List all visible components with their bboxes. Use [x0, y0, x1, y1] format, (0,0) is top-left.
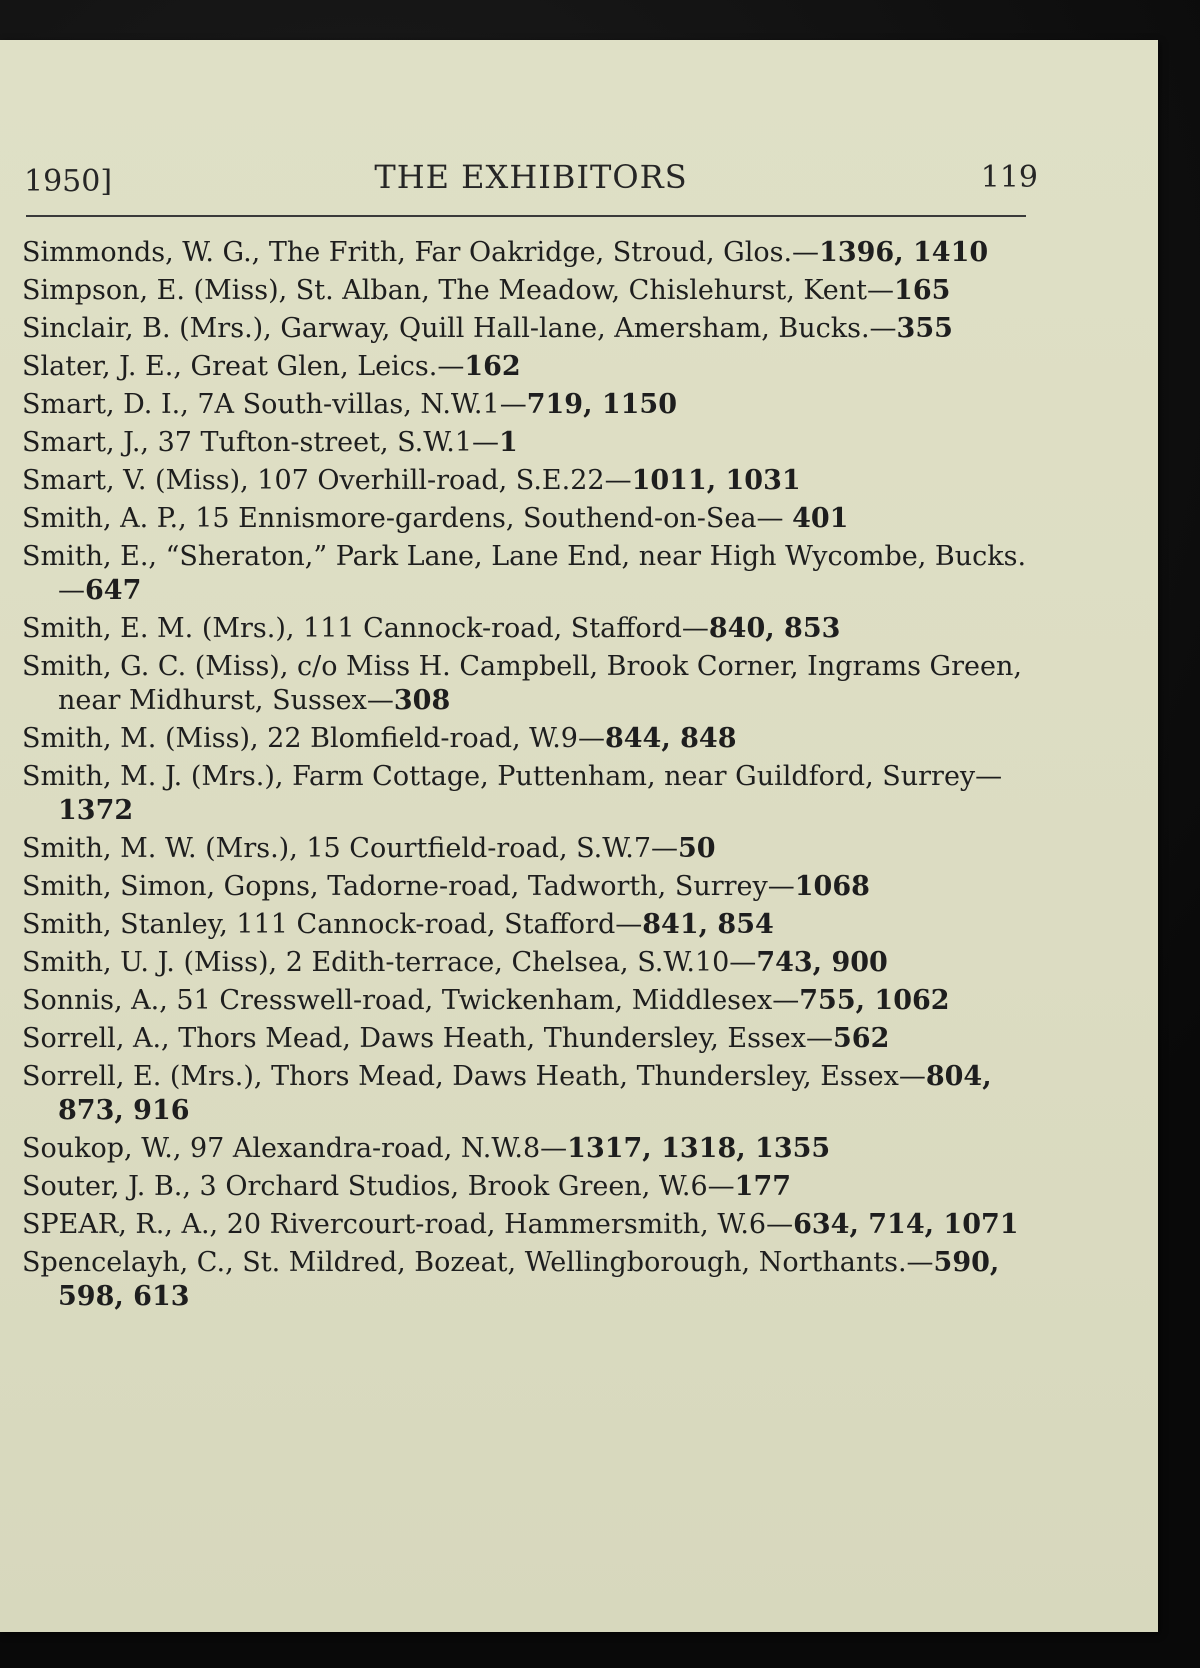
exhibitor-entry: [22, 464, 1042, 498]
entry-text: Sinclair, B. (Mrs.), Garway, Quill Hall-lane, Amersham, Bucks.—: [22, 313, 897, 344]
exhibitor-entry: [22, 312, 1042, 346]
entry-text: Smith, A. P., 15 Ennismore-gardens, Southend-on-Sea—: [22, 503, 793, 534]
catalogue-numbers: 308: [393, 685, 451, 716]
header-year: 1950]: [24, 164, 113, 199]
catalogue-numbers: 50: [678, 833, 716, 864]
exhibitor-entry: [22, 350, 1042, 384]
entry-text: Smart, J., 37 Tufton-street, S.W.1—: [22, 427, 500, 458]
catalogue-numbers: 840, 853: [708, 613, 841, 644]
exhibitor-entry: [22, 502, 1042, 536]
catalogue-numbers: 755, 1062: [799, 985, 950, 1016]
entry-text: Soukop, W., 97 Alexandra-road, N.W.8—: [22, 1133, 568, 1164]
exhibitor-entry: [22, 760, 1042, 828]
entry-text: SPEAR, R., A., 20 Rivercourt-road, Hammersmith, W.6—: [22, 1209, 794, 1240]
entry-text: Smith, Simon, Gopns, Tadorne-road, Tadworth, Surrey—: [22, 871, 795, 902]
catalogue-numbers: 177: [734, 1171, 792, 1202]
entry-text: Smith, E., “Sheraton,” Park Lane, Lane End, near High Wycombe, Bucks.—: [22, 541, 1027, 606]
exhibitor-list: [22, 236, 1042, 1318]
exhibitor-entry: [22, 274, 1042, 308]
exhibitor-entry: [22, 1208, 1042, 1242]
header-rule: [26, 215, 1026, 217]
catalogue-numbers: 1396, 1410: [819, 237, 989, 268]
exhibitor-entry: [22, 1170, 1042, 1204]
entry-text: Smith, G. C. (Miss), c/o Miss H. Campbell, Brook Corner, Ingrams Green, near Midhurst, Sussex—: [22, 651, 1022, 716]
exhibitor-entry: [22, 1132, 1042, 1166]
catalogue-numbers: 804, 873, 916: [58, 1061, 992, 1126]
page-title: THE EXHIBITORS: [374, 158, 688, 196]
exhibitor-entry: [22, 1060, 1042, 1128]
exhibitor-entry: [22, 908, 1042, 942]
entry-text: Sonnis, A., 51 Cresswell-road, Twickenham, Middlesex—: [22, 985, 800, 1016]
entry-text: Souter, J. B., 3 Orchard Studios, Brook Green, W.6—: [22, 1171, 735, 1202]
exhibitor-entry: [22, 722, 1042, 756]
catalogue-numbers: 590, 598, 613: [58, 1247, 1000, 1312]
entry-text: Smith, E. M. (Mrs.), 111 Cannock-road, Stafford—: [22, 613, 709, 644]
entry-text: Smith, M. J. (Mrs.), Farm Cottage, Puttenham, near Guildford, Surrey—: [22, 761, 1003, 792]
exhibitor-entry: [22, 984, 1042, 1018]
entry-text: Simmonds, W. G., The Frith, Far Oakridge, Stroud, Glos.—: [22, 237, 820, 268]
catalogue-numbers: 1011, 1031: [631, 465, 801, 496]
exhibitor-entry: [22, 426, 1042, 460]
catalogue-numbers: 647: [85, 575, 142, 606]
entry-text: Smith, U. J. (Miss), 2 Edith-terrace, Chelsea, S.W.10—: [22, 947, 757, 978]
catalogue-numbers: 562: [833, 1023, 890, 1054]
exhibitor-entry: [22, 236, 1042, 270]
book-page: [0, 40, 1158, 1632]
catalogue-numbers: 401: [792, 503, 849, 534]
entry-text: Smith, M. W. (Mrs.), 15 Courtfield-road, S.W.7—: [22, 833, 679, 864]
entry-text: Smith, Stanley, 111 Cannock-road, Stafford—: [22, 909, 643, 940]
exhibitor-entry: [22, 388, 1042, 422]
entry-text: Smart, D. I., 7A South-villas, N.W.1—: [22, 389, 527, 420]
entry-text: Sorrell, A., Thors Mead, Daws Heath, Thundersley, Essex—: [22, 1023, 833, 1054]
page-number: 119: [980, 160, 1038, 195]
entry-text: Spencelayh, C., St. Mildred, Bozeat, Wellingborough, Northants.—: [22, 1247, 934, 1278]
entry-text: Sorrell, E. (Mrs.), Thors Mead, Daws Heath, Thundersley, Essex—: [22, 1061, 926, 1092]
entry-text: Smart, V. (Miss), 107 Overhill-road, S.E.22—: [22, 465, 632, 496]
exhibitor-entry: [22, 650, 1042, 718]
exhibitor-entry: [22, 946, 1042, 980]
catalogue-numbers: 1068: [794, 871, 870, 902]
exhibitor-entry: [22, 870, 1042, 904]
catalogue-numbers: 165: [894, 275, 951, 306]
exhibitor-entry: [22, 540, 1042, 608]
running-head: [24, 158, 1038, 202]
catalogue-numbers: 743, 900: [756, 947, 888, 978]
entry-text: Smith, M. (Miss), 22 Blomfield-road, W.9—: [22, 723, 605, 754]
catalogue-numbers: 719, 1150: [526, 389, 678, 420]
entry-text: Simpson, E. (Miss), St. Alban, The Meadow, Chislehurst, Kent—: [22, 275, 895, 306]
exhibitor-entry: [22, 612, 1042, 646]
catalogue-numbers: 841, 854: [642, 909, 774, 940]
catalogue-numbers: 1372: [58, 795, 134, 826]
catalogue-numbers: 355: [896, 313, 953, 344]
catalogue-numbers: 1: [499, 427, 518, 458]
catalogue-numbers: 634, 714, 1071: [793, 1209, 1019, 1240]
catalogue-numbers: 844, 848: [604, 723, 737, 754]
entry-text: Slater, J. E., Great Glen, Leics.—: [22, 351, 465, 382]
exhibitor-entry: [22, 832, 1042, 866]
catalogue-numbers: 162: [464, 351, 521, 382]
exhibitor-entry: [22, 1246, 1042, 1314]
exhibitor-entry: [22, 1022, 1042, 1056]
catalogue-numbers: 1317, 1318, 1355: [567, 1133, 831, 1164]
